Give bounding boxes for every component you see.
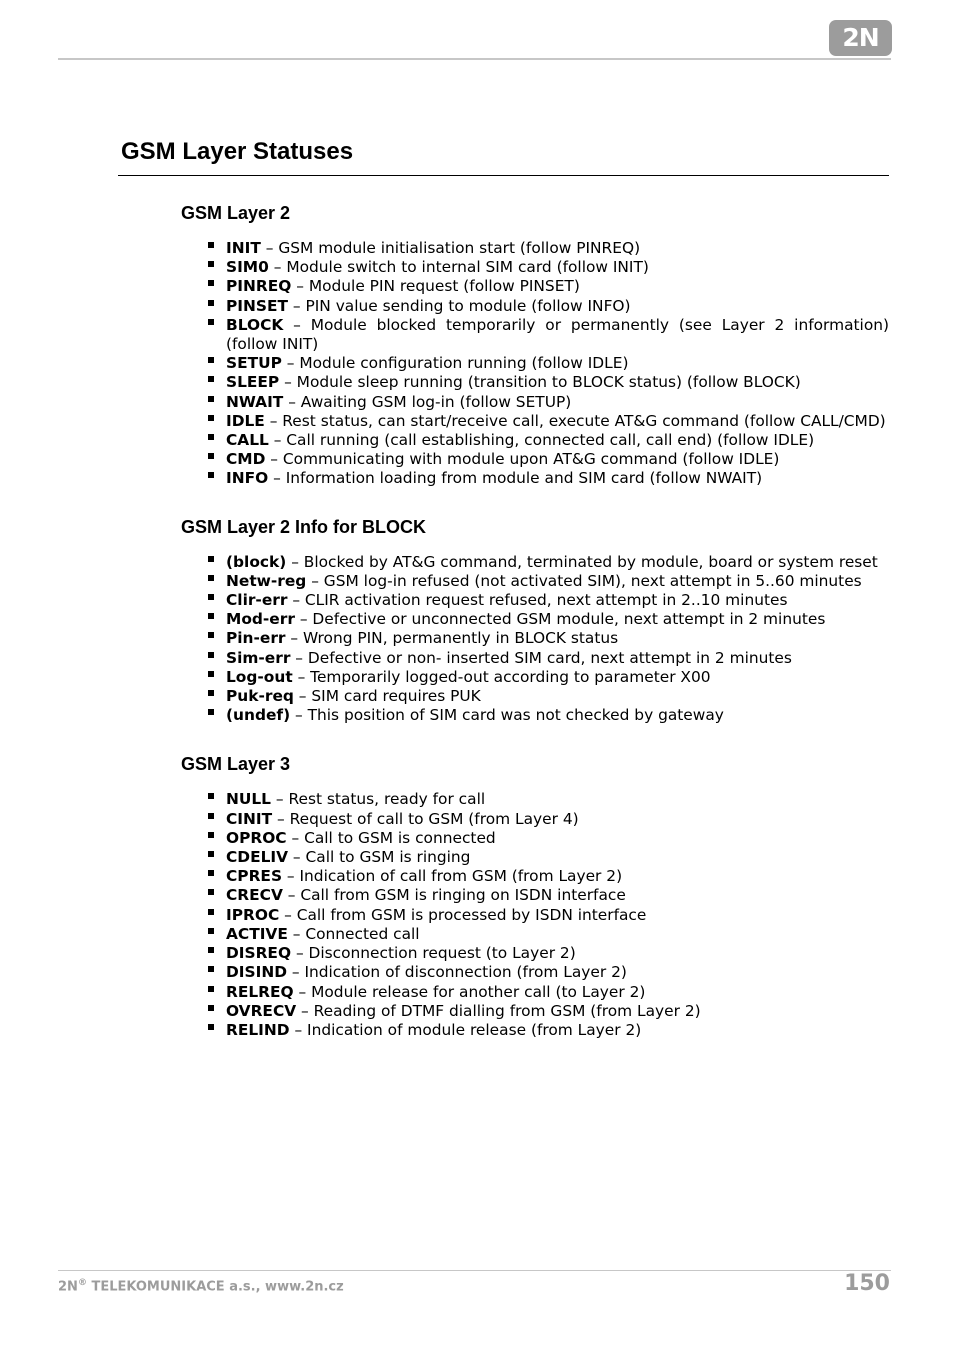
page-number: 150 xyxy=(844,1271,890,1296)
status-description: – Reading of DTMF dialling from GSM (from Layer 2) xyxy=(296,1001,701,1020)
status-term: Pin-err xyxy=(226,629,286,648)
status-description: – SIM card requires PUK xyxy=(293,687,481,706)
status-description: – Call to GSM is connected xyxy=(286,828,496,847)
status-description: – CLIR activation request refused, next attempt in 2..10 minutes xyxy=(287,591,788,610)
list-item xyxy=(226,829,889,848)
bullet-icon xyxy=(208,319,214,325)
bullet-icon xyxy=(208,709,214,715)
status-term: (block) xyxy=(226,552,287,571)
list-item xyxy=(226,925,889,944)
bullet-icon xyxy=(208,453,214,459)
list-item xyxy=(226,553,889,572)
list-item xyxy=(226,867,889,886)
status-description: – Call running (call establishing, connected call, call end) (follow IDLE) xyxy=(268,431,815,450)
bullet-icon xyxy=(208,261,214,267)
section-heading: GSM Layer 3 xyxy=(181,754,291,775)
bullet-icon xyxy=(208,870,214,876)
2n-logo: 2N xyxy=(829,20,892,56)
footer-rule xyxy=(58,1270,891,1271)
status-term: SIM0 xyxy=(226,258,269,277)
status-description: – Call to GSM is ringing xyxy=(288,848,471,867)
footer-company xyxy=(58,1278,344,1294)
status-term: Mod-err xyxy=(226,610,295,629)
status-description: – Blocked by AT&G command, terminated by module, board or system reset xyxy=(286,552,878,571)
status-description: – Module PIN request (follow PINSET) xyxy=(291,277,580,296)
status-term: ACTIVE xyxy=(226,924,288,943)
bullet-icon xyxy=(208,300,214,306)
status-description: – Temporarily logged-out according to parameter X00 xyxy=(292,667,711,686)
list-item xyxy=(226,963,889,982)
bullet-icon xyxy=(208,1005,214,1011)
status-description: – Rest status, ready for call xyxy=(271,790,486,809)
bullet-icon xyxy=(208,594,214,600)
bullet-icon xyxy=(208,575,214,581)
status-term: SETUP xyxy=(226,354,282,373)
status-term: DISIND xyxy=(226,963,287,982)
document-body xyxy=(181,203,889,1040)
status-term: OVRECV xyxy=(226,1001,297,1020)
list-item xyxy=(226,649,889,668)
list-item xyxy=(226,629,889,648)
status-term: RELIND xyxy=(226,1020,290,1039)
list-item xyxy=(226,1002,889,1021)
header-rule xyxy=(58,58,891,60)
status-term: CDELIV xyxy=(226,848,289,867)
bullet-icon xyxy=(208,813,214,819)
bullet-icon xyxy=(208,1024,214,1030)
status-description: – Awaiting GSM log-in (follow SETUP) xyxy=(283,392,572,411)
list-item xyxy=(226,239,889,258)
status-term: PINREQ xyxy=(226,277,292,296)
footer-company-suffix: TELEKOMUNIKACE a.s., www.2n.cz xyxy=(86,1279,344,1295)
status-description: – Module switch to internal SIM card (follow INIT) xyxy=(268,258,649,277)
status-term: CPRES xyxy=(226,867,283,886)
bullet-icon xyxy=(208,966,214,972)
list-item xyxy=(226,572,889,591)
list-item xyxy=(226,277,889,296)
status-description: – Indication of call from GSM (from Layer 2) xyxy=(282,867,623,886)
list-item xyxy=(226,393,889,412)
list-item xyxy=(226,886,889,905)
section-heading: GSM Layer 2 xyxy=(181,203,291,223)
status-term: Puk-req xyxy=(226,687,294,706)
status-list xyxy=(181,239,889,489)
status-term: Netw-reg xyxy=(226,571,307,590)
bullet-icon xyxy=(208,376,214,382)
bullet-icon xyxy=(208,434,214,440)
list-item xyxy=(226,790,889,809)
status-term: Log-out xyxy=(226,667,293,686)
status-description: – Disconnection request (to Layer 2) xyxy=(291,944,576,963)
status-term: INIT xyxy=(226,239,261,257)
bullet-icon xyxy=(208,357,214,363)
bullet-icon xyxy=(208,889,214,895)
status-term: IDLE xyxy=(226,411,265,430)
bullet-icon xyxy=(208,472,214,478)
status-term: CALL xyxy=(226,431,269,450)
bullet-icon xyxy=(208,613,214,619)
status-term: SLEEP xyxy=(226,373,280,392)
list-item xyxy=(226,906,889,925)
list-item xyxy=(226,450,889,469)
status-description: – Defective or unconnected GSM module, next attempt in 2 minutes xyxy=(294,610,826,629)
status-description: – PIN value sending to module (follow INFO) xyxy=(287,296,631,315)
status-description: – Call from GSM is ringing on ISDN interface xyxy=(282,886,626,905)
list-item xyxy=(226,316,889,354)
bullet-icon xyxy=(208,947,214,953)
bullet-icon xyxy=(208,415,214,421)
status-term: OPROC xyxy=(226,828,287,847)
registered-mark: ® xyxy=(77,1278,87,1288)
status-description: – Request of call to GSM (from Layer 4) xyxy=(272,809,579,828)
list-item xyxy=(226,706,889,725)
bullet-icon xyxy=(208,632,214,638)
status-description: – Module sleep running (transition to BLOCK status) (follow BLOCK) xyxy=(279,373,801,392)
section-heading: GSM Layer 2 Info for BLOCK xyxy=(181,516,427,537)
status-description: – Module blocked temporarily or permanently (see Layer 2 information) (follow INIT) xyxy=(226,315,889,354)
list-item xyxy=(226,297,889,316)
list-item xyxy=(226,810,889,829)
list-item xyxy=(226,1021,889,1040)
list-item xyxy=(226,687,889,706)
status-description: – Rest status, can start/receive call, execute AT&G command (follow CALL/CMD) xyxy=(264,411,886,430)
bullet-icon xyxy=(208,280,214,286)
section-gsm-layer-3 xyxy=(181,754,889,1040)
section-gsm-layer-2 xyxy=(181,203,889,489)
list-item xyxy=(226,610,889,629)
title-underline xyxy=(118,175,889,176)
status-term: DISREQ xyxy=(226,944,292,963)
status-term: NULL xyxy=(226,790,271,809)
status-term: IPROC xyxy=(226,905,280,924)
status-term: CRECV xyxy=(226,886,283,905)
status-description: – Wrong PIN, permanently in BLOCK status xyxy=(285,629,619,648)
list-item xyxy=(226,373,889,392)
list-item xyxy=(226,668,889,687)
status-list xyxy=(181,553,889,726)
bullet-icon xyxy=(208,652,214,658)
bullet-icon xyxy=(208,851,214,857)
status-term: Clir-err xyxy=(226,591,288,610)
section-gsm-layer-2-info xyxy=(181,517,889,726)
bullet-icon xyxy=(208,242,214,248)
status-term: CINIT xyxy=(226,809,273,828)
status-description: – Indication of module release (from Layer 2) xyxy=(289,1020,642,1039)
footer-company-prefix: 2N xyxy=(58,1279,78,1295)
status-list xyxy=(181,790,889,1040)
status-description: – Information loading from module and SIM card (follow NWAIT) xyxy=(268,469,763,488)
status-description: – This position of SIM card was not checked by gateway xyxy=(290,706,724,725)
list-item xyxy=(226,983,889,1002)
bullet-icon xyxy=(208,690,214,696)
status-description: – Module release for another call (to Layer 2) xyxy=(293,982,646,1001)
status-term: (undef) xyxy=(226,706,291,725)
status-description: – Indication of disconnection (from Layer 2) xyxy=(286,963,627,982)
status-term: PINSET xyxy=(226,296,288,315)
list-item xyxy=(226,469,889,488)
list-item xyxy=(226,591,889,610)
status-description: – Connected call xyxy=(287,924,420,943)
bullet-icon xyxy=(208,793,214,799)
status-term: NWAIT xyxy=(226,392,284,411)
list-item xyxy=(226,412,889,431)
list-item xyxy=(226,258,889,277)
bullet-icon xyxy=(208,986,214,992)
status-description: – Communicating with module upon AT&G command (follow IDLE) xyxy=(265,450,780,469)
status-term: Sim-err xyxy=(226,648,291,667)
status-term: BLOCK xyxy=(226,315,284,334)
list-item xyxy=(226,431,889,450)
bullet-icon xyxy=(208,832,214,838)
status-description: – GSM log-in refused (not activated SIM), next attempt in 5..60 minutes xyxy=(306,571,862,590)
status-description: – Call from GSM is processed by ISDN interface xyxy=(279,905,647,924)
status-term: INFO xyxy=(226,469,269,488)
status-term: RELREQ xyxy=(226,982,294,1001)
status-description: – Module configuration running (follow IDLE) xyxy=(281,354,629,373)
bullet-icon xyxy=(208,556,214,562)
list-item xyxy=(226,944,889,963)
bullet-icon xyxy=(208,396,214,402)
list-item xyxy=(226,354,889,373)
page-title: GSM Layer Statuses xyxy=(121,138,354,165)
bullet-icon xyxy=(208,928,214,934)
bullet-icon xyxy=(208,909,214,915)
status-description: – GSM module initialisation start (follow PINREQ) xyxy=(260,239,641,257)
list-item xyxy=(226,848,889,867)
status-description: – Defective or non- inserted SIM card, next attempt in 2 minutes xyxy=(290,648,792,667)
bullet-icon xyxy=(208,671,214,677)
status-term: CMD xyxy=(226,450,266,469)
